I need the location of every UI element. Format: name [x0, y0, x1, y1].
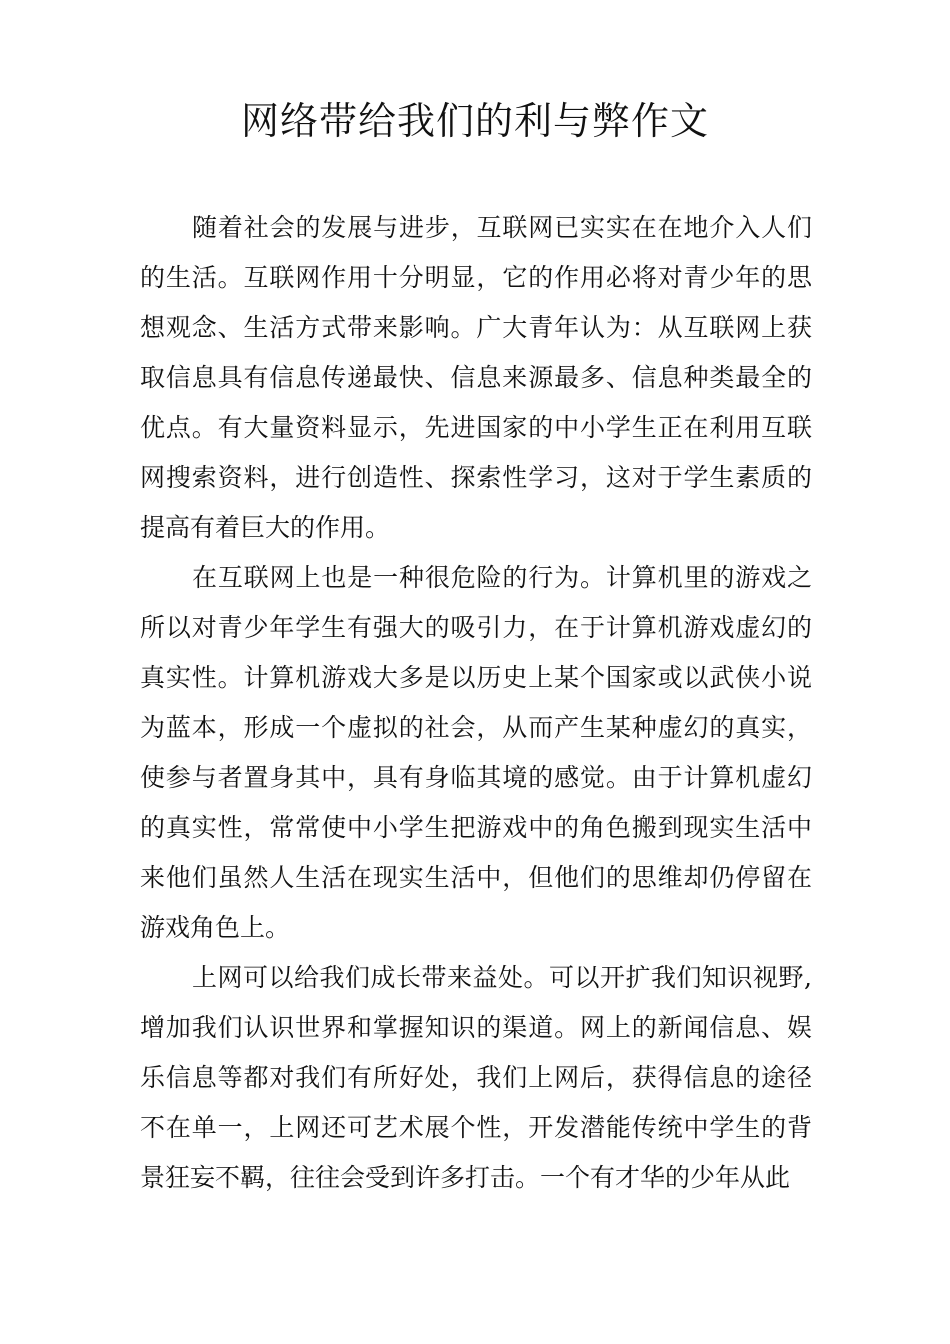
- paragraph-3: 上网可以给我们成长带来益处。可以开扩我们知识视野,增加我们认识世界和掌握知识的渠道。网上的新闻信息、娱乐信息等都对我们有所好处，我们上网后，获得信息的途径不在单一，上网还可艺术展个性，开发潜能传统中学生的背景狂妄不羁，往往会受到许多打击。一个有才华的少年从此: [140, 963, 812, 1192]
- document-title: 网络带给我们的利与弊作文: [240, 99, 709, 143]
- paragraph-2: 在互联网上也是一种很危险的行为。计算机里的游戏之所以对青少年学生有强大的吸引力，在于计算机游戏虚幻的真实性。计算机游戏大多是以历史上某个国家或以武侠小说为蓝本，形成一个虚拟的社会，从而产生某种虚幻的真实，使参与者置身其中，具有身临其境的感觉。由于计算机虚幻的真实性，常常使中小学生把游戏中的角色搬到现实生活中来他们虽然人生活在现实生活中，但他们的思维却仍停留在游戏角色上。: [140, 563, 812, 942]
- paragraph-1: 随着社会的发展与进步，互联网已实实在在地介入人们的生活。互联网作用十分明显，它的作用必将对青少年的思想观念、生活方式带来影响。广大青年认为：从互联网上获取信息具有信息传递最快、信息来源最多、信息种类最全的优点。有大量资料显示，先进国家的中小学生正在利用互联网搜索资料，进行创造性、探索性学习，这对于学生素质的提高有着巨大的作用。: [140, 213, 812, 542]
- document-body: [140, 203, 812, 1203]
